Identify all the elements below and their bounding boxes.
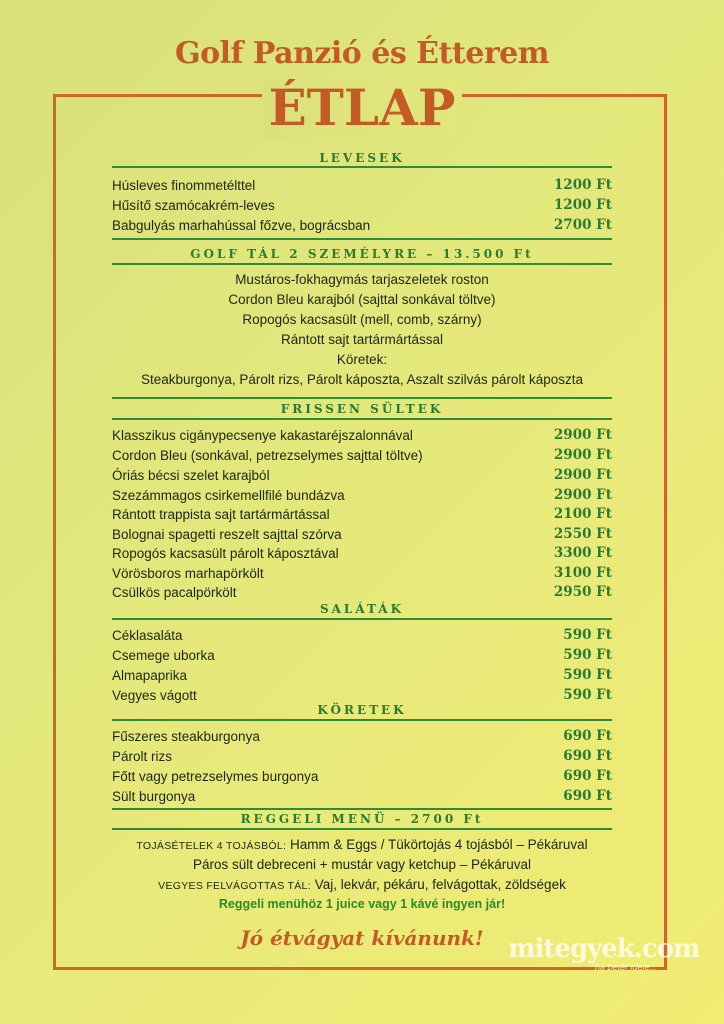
platter-line: Mustáros-fokhagymás tarjaszeletek roston	[235, 272, 489, 287]
restaurant-name: Golf Panzió és Étterem	[175, 36, 549, 71]
menu-item	[112, 504, 612, 524]
platter-line: Cordon Bleu karajból (sajttal sonkával töltve)	[228, 292, 496, 307]
item-price: 590 Ft	[563, 627, 612, 643]
menu-title: ÉTLAP	[262, 78, 462, 138]
menu-item	[112, 726, 612, 746]
breakfast-line: Páros sült debreceni + mustár vagy ketchup – Pékáruval	[192, 857, 532, 872]
item-price: 2700 Ft	[553, 217, 612, 233]
section-title-reggeli: REGGELI MENÜ – 2700 Ft	[240, 812, 484, 826]
item-price: 2900 Ft	[553, 467, 612, 483]
item-name: Húsleves finommetélttel	[112, 177, 256, 193]
menu-item	[112, 485, 612, 505]
watermark-logo: mitegyek.com	[508, 934, 700, 964]
menu-item	[112, 215, 612, 235]
item-price: 590 Ft	[563, 647, 612, 663]
item-name: Almapaprika	[112, 667, 188, 683]
breakfast-line	[112, 877, 612, 892]
breakfast-label: VEGYES FELVÁGOTTAS TÁL:	[158, 880, 311, 892]
menu-item	[112, 195, 612, 215]
menu-item	[112, 685, 612, 705]
section-divider	[112, 828, 612, 830]
item-price: 590 Ft	[563, 687, 612, 703]
item-price: 1200 Ft	[553, 177, 612, 193]
menu-item	[112, 625, 612, 645]
item-name: Klasszikus cigánypecsenye kakastaréjszalonnával	[112, 427, 413, 443]
menu-item	[112, 563, 612, 583]
breakfast-line	[112, 837, 612, 852]
section-divider	[112, 166, 612, 168]
item-name: Óriás bécsi szelet karajból	[112, 467, 270, 483]
item-price: 1200 Ft	[553, 197, 612, 213]
item-price: 690 Ft	[563, 748, 612, 764]
platter-line: Steakburgonya, Párolt rizs, Párolt káposzta, Aszalt szilvás párolt káposzta	[141, 372, 583, 387]
menu-item	[112, 786, 612, 806]
section-divider	[112, 263, 612, 265]
item-name: Szezámmagos csirkemellfilé bundázva	[112, 487, 345, 503]
section-divider	[112, 719, 612, 721]
item-price: 2900 Ft	[553, 447, 612, 463]
item-name: Bolognai spagetti reszelt sajttal szórva	[112, 526, 342, 542]
item-name: Rántott trappista sajt tartármártással	[112, 506, 330, 522]
item-name: Csülkös pacalpörkölt	[112, 584, 237, 600]
section-divider	[112, 418, 612, 420]
section-title-frissen-sultek: FRISSEN SÜLTEK	[280, 402, 444, 416]
item-price: 2900 Ft	[553, 427, 612, 443]
breakfast-text: Vaj, lekvár, pékáru, felvágottak, zöldségek	[314, 877, 566, 892]
menu-item	[112, 175, 612, 195]
item-price: 590 Ft	[563, 667, 612, 683]
item-name: Párolt rizs	[112, 748, 173, 764]
menu-item	[112, 582, 612, 602]
section-title-golf-tal: GOLF TÁL 2 SZEMÉLYRE – 13.500 Ft	[190, 247, 534, 261]
item-price: 690 Ft	[563, 728, 612, 744]
section-title-koretek: KÖRETEK	[317, 703, 407, 717]
menu-item	[112, 543, 612, 563]
platter-line: Rántott sajt tartármártással	[280, 332, 444, 347]
item-name: Vörösboros marhapörkölt	[112, 565, 264, 581]
item-name: Hűsítő szamócakrém-leves	[112, 197, 275, 213]
menu-item	[112, 766, 612, 786]
breakfast-label: TOJÁSÉTELEK 4 TOJÁSBÓL:	[136, 840, 287, 852]
menu-item	[112, 465, 612, 485]
menu-item	[112, 746, 612, 766]
item-name: Céklasaláta	[112, 627, 183, 643]
item-name: Fűszeres steakburgonya	[112, 728, 260, 744]
item-name: Babgulyás marhahússal főzve, bográcsban	[112, 217, 371, 233]
platter-line: Köretek:	[336, 352, 388, 367]
item-price: 2100 Ft	[553, 506, 612, 522]
menu-item	[112, 665, 612, 685]
menu-item	[112, 425, 612, 445]
item-name: Ropogós kacsasült párolt káposztával	[112, 545, 339, 561]
item-name: Főtt vagy petrezselymes burgonya	[112, 768, 319, 784]
item-name: Csemege uborka	[112, 647, 215, 663]
section-title-salatak: SALÁTÁK	[319, 602, 405, 616]
item-name: Vegyes vágott	[112, 687, 197, 703]
section-divider	[112, 397, 612, 399]
item-price: 2900 Ft	[553, 487, 612, 503]
closing-message: Jó étvágyat kívánunk!	[240, 926, 484, 950]
section-title-levesek: LEVESEK	[319, 151, 405, 165]
platter-line: Ropogós kacsasült (mell, comb, szárny)	[242, 312, 482, 327]
section-divider	[112, 618, 612, 620]
section-divider	[112, 238, 612, 240]
section-divider	[112, 808, 612, 810]
menu-item	[112, 524, 612, 544]
item-name: Cordon Bleu (sonkával, petrezselymes sajttal töltve)	[112, 447, 423, 463]
item-price: 3300 Ft	[553, 545, 612, 561]
item-price: 3100 Ft	[553, 565, 612, 581]
item-name: Sült burgonya	[112, 788, 196, 804]
watermark-tagline: ha betér ideje...	[595, 962, 658, 972]
menu-item	[112, 445, 612, 465]
item-price: 2950 Ft	[553, 584, 612, 600]
breakfast-text: Hamm & Eggs / Tükörtojás 4 tojásból – Pékáruval	[290, 837, 588, 852]
menu-item	[112, 645, 612, 665]
item-price: 2550 Ft	[553, 526, 612, 542]
breakfast-offer: Reggeli menühöz 1 juice vagy 1 kávé ingyen jár!	[218, 897, 506, 911]
item-price: 690 Ft	[563, 788, 612, 804]
item-price: 690 Ft	[563, 768, 612, 784]
